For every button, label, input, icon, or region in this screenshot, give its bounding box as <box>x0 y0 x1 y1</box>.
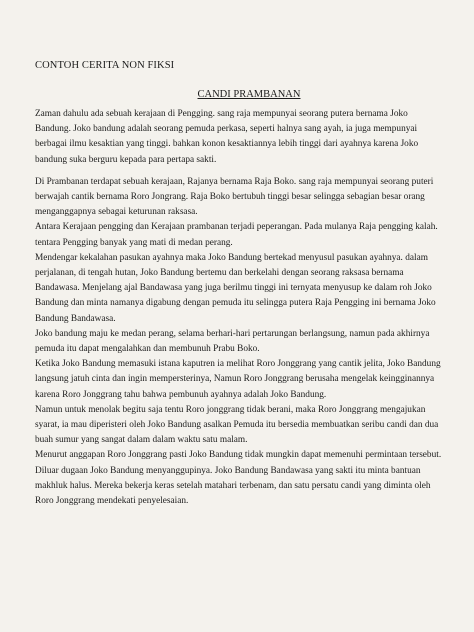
paragraph-6: Ketika Joko Bandung memasuki istana kaputren ia melihat Roro Jonggrang yang cantik jelita, Joko Bandung langsung jatuh cinta dan ingin mempersterinya, Namun Roro Jonggrang berusaha mengelak keingginannya karena Roro Jonggrang tahu bahwa pembunuh ayahnya adalah Joko Bandung. <box>35 359 441 400</box>
paragraph-4: Mendengar kekalahan pasukan ayahnya maka Joko Bandung bertekad menyusul pasukan ayahnya. dalam perjalanan, di tengah hutan, Joko Bandung bertemu dan berkelahi dengan seorang raksasa bernama Bandawasa. Menjelang ajal Bandawasa yang juga berilmu tinggi ini ternyata menyusup ke dalam roh Joko Bandung dan minta namanya digabung dengan pemuda itu selingga putera Raja Pengging ini bernama Joko Bandung Bandawasa. <box>35 252 436 324</box>
paragraph-2: Di Prambanan terdapat sebuah kerajaan, Rajanya bernama Raja Boko. sang raja mempunyai seorang puteri berwajah cantik bernama Roro Jongrang. Raja Boko bertubuh tinggi besar selingga sebagian besar orang menganggapnya sebagai keturunan raksasa. <box>35 176 434 218</box>
document-header: CONTOH CERITA NON FIKSI <box>35 60 175 71</box>
paragraph-1: Zaman dahulu ada sebuah kerajaan di Pengging. sang raja mempunyai seorang putera bernama Joko Bandung. Joko bandung adalah seorang pemuda perkasa, seperti halnya sang ayah, ia juga mempunyai berbagai ilmu kesaktian yang tinggi. bahkan konon kesaktiannya lebih tinggi dari ayahnya karena Joko bandung suka berguru kepada para pertapa sakti. <box>35 109 419 165</box>
paragraph-3: Antara Kerajaan pengging dan Kerajaan prambanan terjadi peperangan. Pada mulanya Raja pengging kalah. tentara Pengging banyak yang mati di medan perang. <box>35 222 438 248</box>
paragraph-7: Namun untuk menolak begitu saja tentu Roro jonggrang tidak berani, maka Roro Jonggrang mengajukan syarat, ia mau diperisteri oleh Joko Bandung asalkan Pemuda itu bersedia membuatkan seribu candi dan dua buah sumur yang sangat dalam dalam waktu satu malam. <box>35 404 439 446</box>
paragraph-8: Menurut anggapan Roro Jonggrang pasti Joko Bandung tidak mungkin dapat memenuhi permintaan tersebut. Diluar dugaan Joko Bandung menyanggupinya. Joko Bandung Bandawasa yang sakti itu minta bantuan makhluk halus. Mereka bekerja keras setelah matahari terbenam, dan satu persatu candi yang diminta oleh Roro Jonggrang mendekati penyelesaian. <box>35 450 442 507</box>
document-title: CANDI PRAMBANAN <box>197 89 301 100</box>
document-body <box>35 107 445 509</box>
paragraph-5: Joko bandung maju ke medan perang, selama berhari-hari pertarungan berlangsung, namun pada akhirnya pemuda itu dapat mengalahkan dan membunuh Prabu Boko. <box>35 328 430 355</box>
